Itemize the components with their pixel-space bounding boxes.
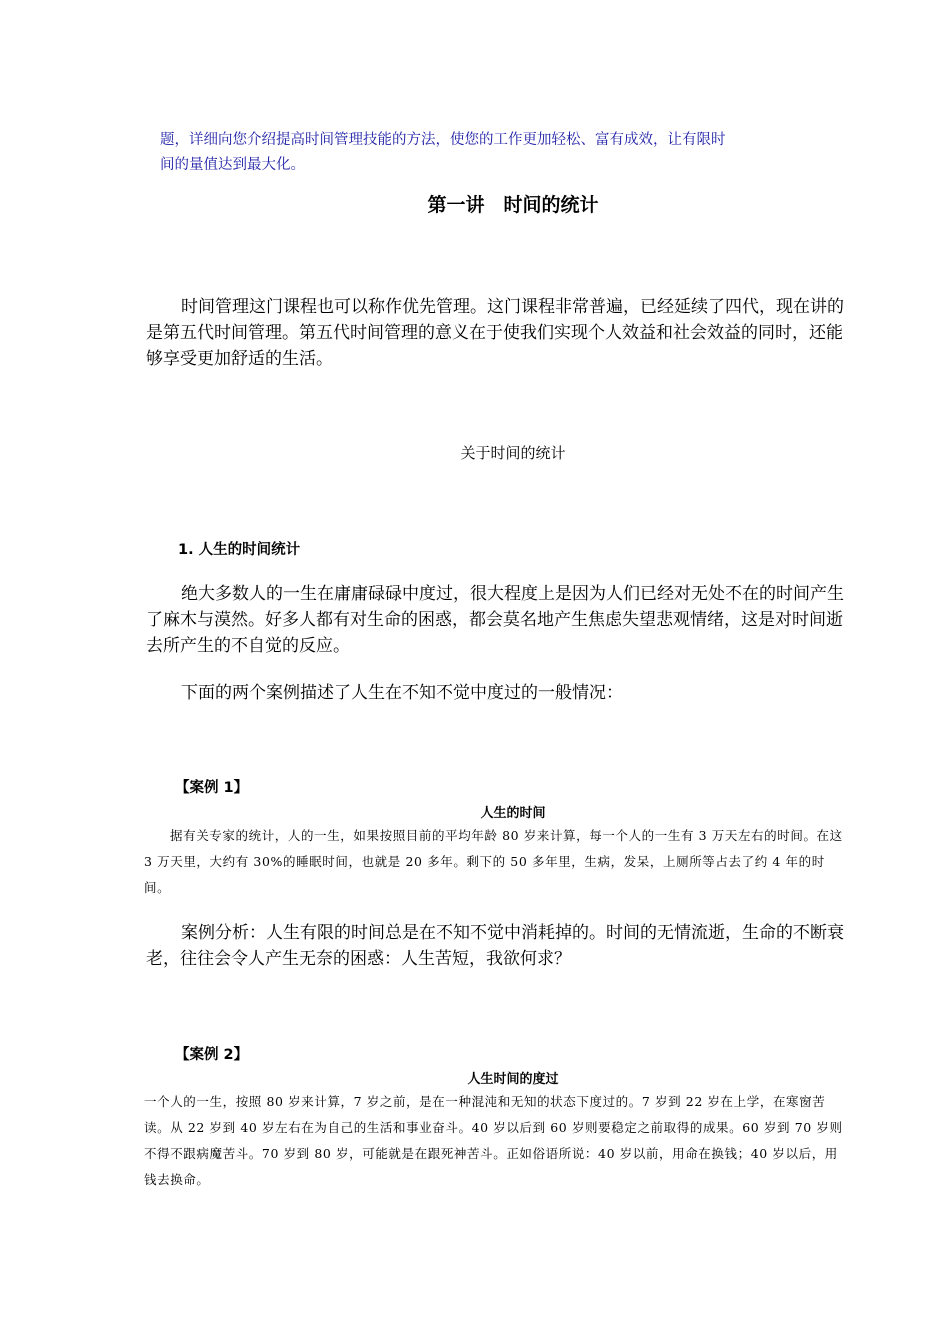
section-subtitle: 关于时间的统计 [460, 444, 566, 462]
case2-body: 一个人的一生，按照 80 岁来计算，7 岁之前，是在一种混沌和无知的状态下度过的。7 岁到 22 岁在上学，在寒窗苦读。从 22 岁到 40 岁左右在为自己的生活和事业奋斗。40 岁以后到 60 岁则要稳定之前取得的成果。60 岁到 70 岁则不得不跟病魔苦斗。70 岁到 80 岁，可能就是在跟死神苦斗。正如俗语所说：40 岁以前，用命在换钱；40 岁以后，用钱去换命。 [144, 1094, 843, 1187]
case2-title: 人生时间的度过 [467, 1072, 559, 1087]
case1-body: 据有关专家的统计，人的一生，如果按照目前的平均年龄 80 岁来计算，每一个人的一生有 3 万天左右的时间。在这 3 万天里，大约有 30%的睡眠时间，也就是 20 多年。剩下的 50 多年里，生病，发呆，上厕所等占去了约 4 年的时间。 [144, 828, 843, 895]
intro-line-1: 题，详细向您介绍提高时间管理技能的方法，使您的工作更加轻松、富有成效，让有限时 [160, 132, 726, 148]
section-paragraph-2: 下面的两个案例描述了人生在不知不觉中度过的一般情况： [181, 683, 623, 703]
case1-title: 人生的时间 [480, 806, 546, 821]
intro-line-2: 间的量值达到最大化。 [160, 157, 305, 173]
lecture-title: 第一讲 时间的统计 [427, 194, 599, 216]
intro-text [160, 128, 840, 178]
section-heading: 1. 人生的时间统计 [178, 542, 301, 558]
case2-label: 【案例 2】 [175, 1047, 249, 1063]
case1-analysis: 案例分析：人生有限的时间总是在不知不觉中消耗掉的。时间的无情流逝，生命的不断衰老，往往会令人产生无奈的困惑：人生苦短，我欲何求？ [146, 923, 844, 969]
intro-paragraph: 时间管理这门课程也可以称作优先管理。这门课程非常普遍，已经延续了四代，现在讲的是第五代时间管理。第五代时间管理的意义在于使我们实现个人效益和社会效益的同时，还能够享受更加舒适的生活。 [146, 297, 844, 369]
section-paragraph-1: 绝大多数人的一生在庸庸碌碌中度过，很大程度上是因为人们已经对无处不在的时间产生了麻木与漠然。好多人都有对生命的困惑，都会莫名地产生焦虑失望悲观情绪，这是对时间逝去所产生的不自觉的反应。 [146, 584, 844, 656]
case1-label: 【案例 1】 [175, 780, 249, 796]
